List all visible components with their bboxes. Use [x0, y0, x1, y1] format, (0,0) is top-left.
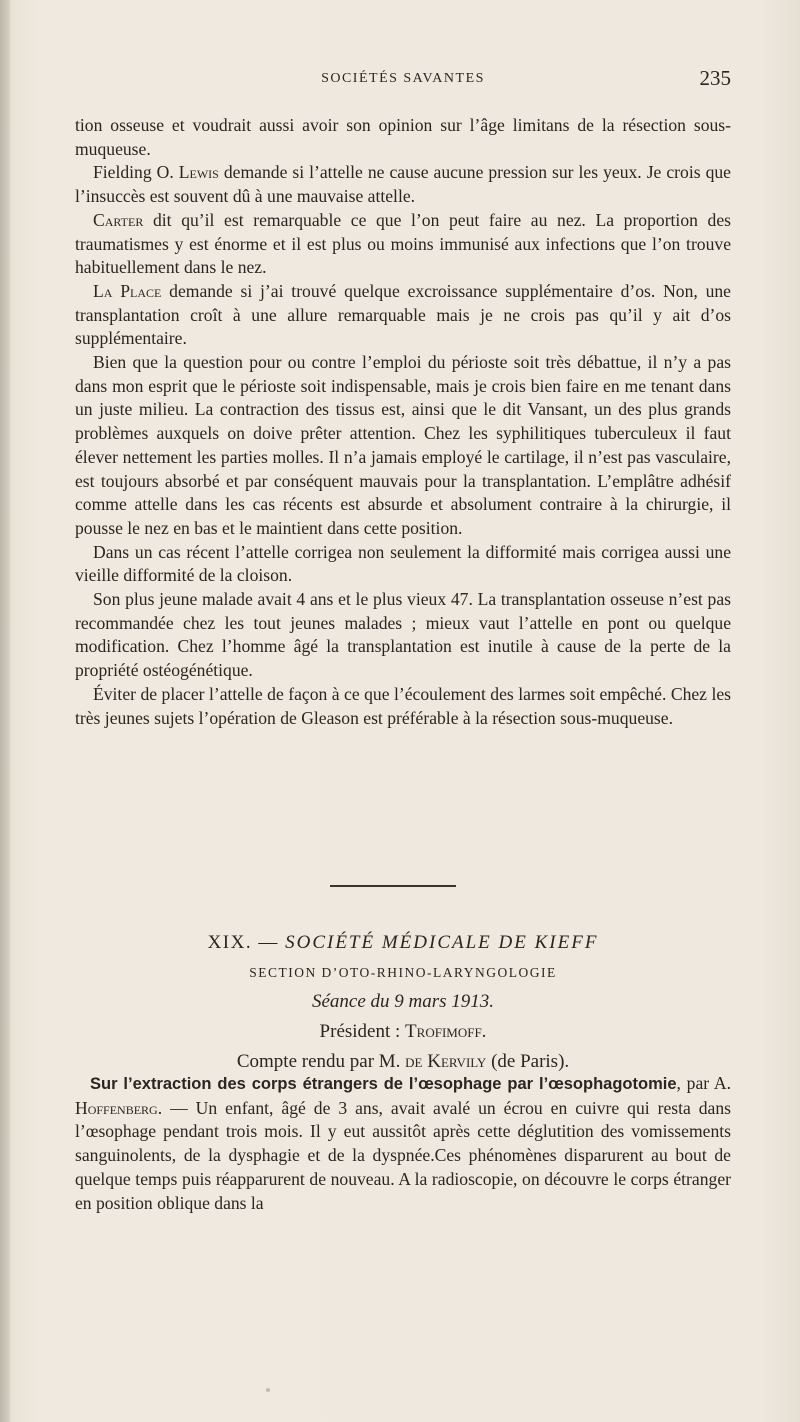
society-heading-block — [75, 929, 731, 1077]
society-section: SECTION D’OTO-RHINO-LARYNGOLOGIE — [249, 965, 557, 980]
compte-rendu-line: Compte rendu par M. de Kervily (de Paris). — [236, 1051, 570, 1072]
body-paragraph: tion osseuse et voudrait aussi avoir son opinion sur l’âge limitans de la résection sous-muqueuse. — [75, 115, 731, 159]
body-paragraph: Éviter de placer l’attelle de façon à ce que l’écoulement des larmes soit empêché. Chez les très jeunes sujets l’opération de Gleason est préférable à la résection sous-muqueuse. — [75, 683, 731, 728]
page-number: 235 — [699, 66, 731, 90]
reporter-name: Kervily — [422, 1051, 487, 1072]
running-title: SOCIÉTÉS SAVANTES — [321, 71, 485, 86]
society-name: SOCIÉTÉ MÉDICALE DE KIEFF — [285, 932, 599, 953]
body-text — [75, 114, 731, 730]
president-line: Président : Trofimoff. — [319, 1021, 487, 1042]
society-title — [75, 929, 731, 957]
president-name: Trofimoff. — [405, 1021, 487, 1042]
running-head — [75, 66, 731, 92]
body-paragraph: Bien que la question pour ou contre l’emploi du périoste soit très débattue, il n’y a pas dans mon esprit que le périoste soit indispensable, mais je crois bien faire en me tenant dans un juste milieu. La contraction des tissus est, ainsi que le dit Vansant, un des plus grands problèmes auxquels on doive prêter attention. Chez les syphilitiques tuberculeux il faut élever nettement les parties molles. Il n’a jamais employé le cartilage, il n’est pas vasculaire, est toujours absorbé et par conséquent mauvais pour la transplantation. L’emplâtre adhésif comme attelle dans les cas récents est absurde et absolument contraire à la chirurgie, il pousse le nez en bas et le maintient dans cette position. — [75, 352, 731, 538]
body-paragraph: Fielding O. Lewis demande si l’attelle ne cause aucune pression sur les yeux. Je crois que l’insuccès est souvent dû à une mauvaise attelle. — [75, 162, 731, 207]
seance-date: Séance du 9 mars 1913. — [311, 991, 495, 1012]
section-divider-rule — [330, 885, 456, 887]
article-abstract — [75, 1072, 731, 1215]
body-paragraph: La Place demande si j’ai trouvé quelque excroissance supplémentaire d’os. Non, une transplantation croît à une allure remarquable mais je ne crois pas qu’il y ait d’os supplémentaire. — [75, 280, 731, 349]
body-paragraph: Son plus jeune malade avait 4 ans et le plus vieux 47. La transplantation osseuse n’est pas recommandée chez les tout jeunes malades ; mieux vaut l’attelle en pont ou quelque modification. Chez l’homme âgé la transplantation est inutile à cause de la perte de la propriété ostéogénétique. — [75, 589, 731, 681]
page-gutter-shadow — [0, 0, 10, 1422]
article-author: Hoffenberg — [75, 1097, 158, 1118]
society-number: XIX. — — [207, 932, 286, 953]
paper-speck — [266, 1388, 270, 1392]
article-paragraph: Sur l’extraction des corps étrangers de l’œsophage par l’œsophagotomie, par A. Hoffenberg. — Un enfant, âgé de 3 ans, avait avalé un écrou en cuivre qui resta dans l’œsophage pendant trois mois. Il y eut aussitôt après cette déglutition des vomissements sanguinolents, de la dysphagie et de la dyspnée.Ces phénomènes disparurent au bout de quelque temps puis réapparurent de nouveau. A la radioscopie, on découvre le corps étranger en position oblique dans la — [75, 1073, 731, 1213]
body-paragraph: Carter dit qu’il est remarquable ce que l’on peut faire au nez. La proportion des traumatismes y est énorme et il est plus ou moins immunisé aux infections que l’on trouve habituellement dans le nez. — [75, 209, 731, 278]
article-text: . — Un enfant, âgé de 3 ans, avait avalé un écrou en cuivre qui resta dans l’œsophage pendant trois mois. Il y eut aussitôt après cette déglutition des vomissements sanguinolents, de la dysphagie et de la dyspnée.Ces phénomènes disparurent au bout de quelque temps puis réapparurent de nouveau. A la radioscopie, on découvre le corps étranger en position oblique dans la — [75, 1097, 731, 1213]
article-title: Sur l’extraction des corps étrangers de l’œsophage par l’œsophagotomie — [90, 1075, 677, 1093]
body-paragraph: Dans un cas récent l’attelle corrigea non seulement la difformité mais corrigea aussi une vieille difformité de la cloison. — [75, 541, 731, 586]
